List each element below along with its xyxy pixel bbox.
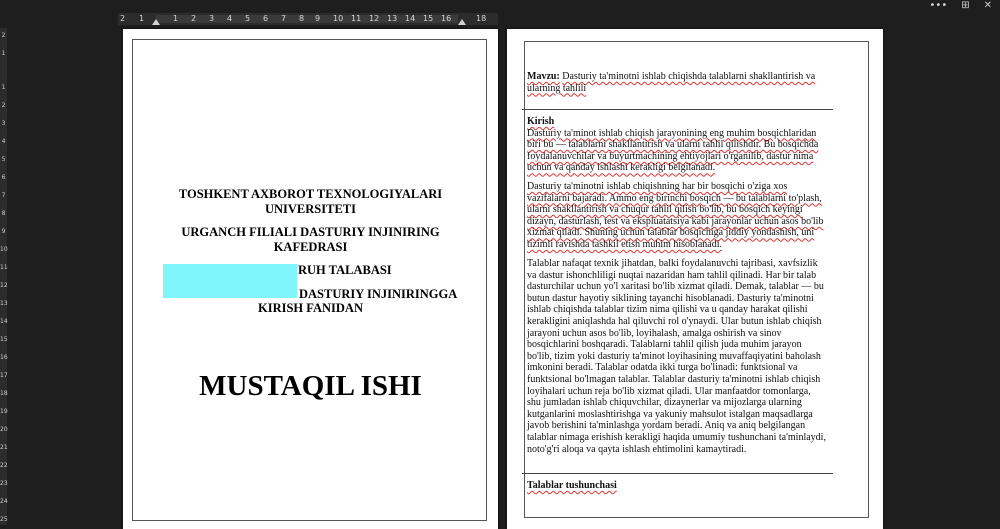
ruler-tick: 1 xyxy=(173,14,179,23)
vruler-tick: 15 xyxy=(0,336,8,343)
vruler-tick: 25 xyxy=(0,516,8,523)
intro-paragraph-2: Dasturiy ta'minotni ishlab chiqishning har bir bosqichi o'ziga xos vazifalarni bajaradi. Ammo eng birinchi bosqich — bu talablarni to'plash, ularni shakllantirish va chuqur tahlil qilish bo'lib, bu bosqich keyingi dizayn, dasturlash, test va ekspluatatsiya kabi jarayonlar uchun asos bo'lib xizmat qiladi. Shuning uchun talablar bosqichiga jiddiy yondashish, uni tizimli ravishda tashkil etish muhim hisoblanadi. xyxy=(527,181,824,250)
next-section xyxy=(527,480,827,492)
layout-icon[interactable]: ⊞ xyxy=(961,0,970,11)
ruler-tick: 16 xyxy=(441,14,452,23)
topic-label: Mavzu: xyxy=(527,71,560,82)
ruler-tick: 6 xyxy=(263,14,269,23)
vruler-tick: 4 xyxy=(1,138,6,145)
vruler-tick: 12 xyxy=(0,282,8,289)
vruler-tick: 1 xyxy=(1,50,6,57)
vruler-tick: 23 xyxy=(0,480,8,487)
vruler-tick: 16 xyxy=(0,354,8,361)
ruler-tick: 15 xyxy=(423,14,434,23)
branch-line-2: KAFEDRASI xyxy=(273,240,348,254)
next-section-heading: Talablar tushunchasi xyxy=(527,480,617,491)
vruler-tick: 1 xyxy=(1,84,6,91)
vruler-tick: 18 xyxy=(0,390,8,397)
vruler-tick: 8 xyxy=(1,210,6,217)
vruler-tick: 17 xyxy=(0,372,8,379)
ruler-tick: 14 xyxy=(405,14,416,23)
ruler-tick: 12 xyxy=(369,14,380,23)
intro-heading: Kirish xyxy=(527,116,555,127)
intro-paragraph-1: Dasturiy ta'minot ishlab chiqish jarayonining eng muhim bosqichlaridan biri bu — talablarni shakllantirish va ularni tahlil qilishdir. Bu bosqichda foydalanuvchilar va buyurtmachining ehtiyojlari o'rganilib, dastur nima uchun va qanday ishlashi kerakligi belgilanadi. xyxy=(527,127,819,174)
left-indent-marker[interactable] xyxy=(152,19,160,25)
ruler-left-label: 2 xyxy=(120,14,126,23)
work-title: MUSTAQIL ISHI xyxy=(199,370,422,402)
ruler-tick: 7 xyxy=(281,14,287,23)
divider xyxy=(522,473,833,474)
more-icon[interactable]: ••• xyxy=(929,0,948,11)
vruler-tick: 9 xyxy=(1,228,6,235)
vruler-tick: 10 xyxy=(0,246,8,253)
intro-block xyxy=(527,116,827,174)
vruler-tick: 3 xyxy=(1,120,6,127)
ruler-tick: 10 xyxy=(333,14,344,23)
topic-text: Dasturiy ta'minotni ishlab chiqishda talablarni shakllantirish va ularning tahlili xyxy=(527,71,816,94)
ruler-tick: 13 xyxy=(387,14,398,23)
divider xyxy=(522,109,833,110)
vruler-tick: 24 xyxy=(0,498,8,505)
vruler-tick: 2 xyxy=(1,102,6,109)
vruler-tick: 11 xyxy=(0,264,8,271)
branch-line-1: URGANCH FILIALI DASTURIY INJINIRING xyxy=(181,225,440,239)
ruler-tick: 5 xyxy=(245,14,251,23)
group-label: RUH TALABASI xyxy=(298,263,392,277)
subject-line-2: KIRISH FANIDAN xyxy=(258,301,363,315)
title-page[interactable] xyxy=(123,29,498,529)
ruler-tick: 11 xyxy=(351,14,362,23)
vruler-tick: 22 xyxy=(0,462,8,469)
content-page[interactable] xyxy=(507,29,883,529)
ruler-tick: 4 xyxy=(227,14,233,23)
ruler-tick: 1 xyxy=(139,14,145,23)
redacted-name-block xyxy=(163,264,297,298)
window-controls xyxy=(930,0,992,12)
vruler-tick: 6 xyxy=(1,174,6,181)
horizontal-ruler[interactable] xyxy=(118,13,498,25)
university-line-2: UNIVERSITETI xyxy=(264,202,356,216)
vruler-tick: 21 xyxy=(0,444,8,451)
vertical-ruler[interactable] xyxy=(0,28,7,525)
ruler-tick: 18 xyxy=(476,14,487,23)
vruler-tick: 2 xyxy=(1,32,6,39)
intro-paragraph-3: Talablar nafaqat texnik jihatdan, balki foydalanuvchi tajribasi, xavfsizlik va dastur ishonchliligi nuqtai nazaridan ham tahlil qilinadi. Har bir talab dasturchilar uchun yo'l xaritasi bo'lib xizmat qiladi. Demak, talablar — bu butun dastur hayotiy siklining tayanchi hisoblanadi. Dasturiy ta'minotni ishlab chiqishda talablar tizim nima qilishi va u qanday harakat qilishi kerakligini aniqlashda hal qiluvchi rol o'ynaydi. Ular butun ishlab chiqish jarayoni uchun asos bo'lib, loyihalash, amalga oshirish va sinov bosqichlarini boshqaradi. Talablarni tahlil qilish juda muhim jarayon bo'lib, tizim yoki dasturiy ta'minot loyihasining muvaffaqiyatini baholash imkonini beradi. Talablar odatda ikki turga bo'linadi: funktsional va funktsional bo'lmagan talablar. Talablar dasturiy ta'minotni ishlab chiqish loyihalari uchun reja bo'lib xizmat qiladi. Ular manfaatdor tomonlarga, shu jumladan ishlab chiquvchilar, dizaynerlar va mijozlarga ularning kutganlarini moslashtirishga va yakuniy mahsulot istalgan maqsadlarga javob berishini ta'minlashga yordam beradi. Aniq va aniq belgilangan talablar nimaga erishish kerakligi haqida umumiy tushunchani ta'minlaydi, noto'g'ri aloqa va qayta ishlash ehtimolini kamaytiradi. xyxy=(527,258,826,455)
vruler-tick: 7 xyxy=(1,192,6,199)
ruler-tick: 8 xyxy=(299,14,305,23)
subject-label: DASTURIY INJINIRINGGA xyxy=(299,287,458,301)
right-indent-marker[interactable] xyxy=(458,19,466,25)
ruler-tick: 2 xyxy=(191,14,197,23)
vruler-tick: 13 xyxy=(0,300,8,307)
ruler-tick: 3 xyxy=(209,14,215,23)
close-icon[interactable]: ✕ xyxy=(983,0,992,11)
vruler-tick: 14 xyxy=(0,318,8,325)
university-line-1: TOSHKENT AXBOROT TEXNOLOGIYALARI xyxy=(178,187,443,201)
vruler-tick: 20 xyxy=(0,426,8,433)
topic-line xyxy=(527,71,827,94)
window-top-bar xyxy=(0,0,1000,12)
vruler-tick: 5 xyxy=(1,156,6,163)
vruler-tick: 19 xyxy=(0,408,8,415)
ruler-tick: 9 xyxy=(315,14,321,23)
